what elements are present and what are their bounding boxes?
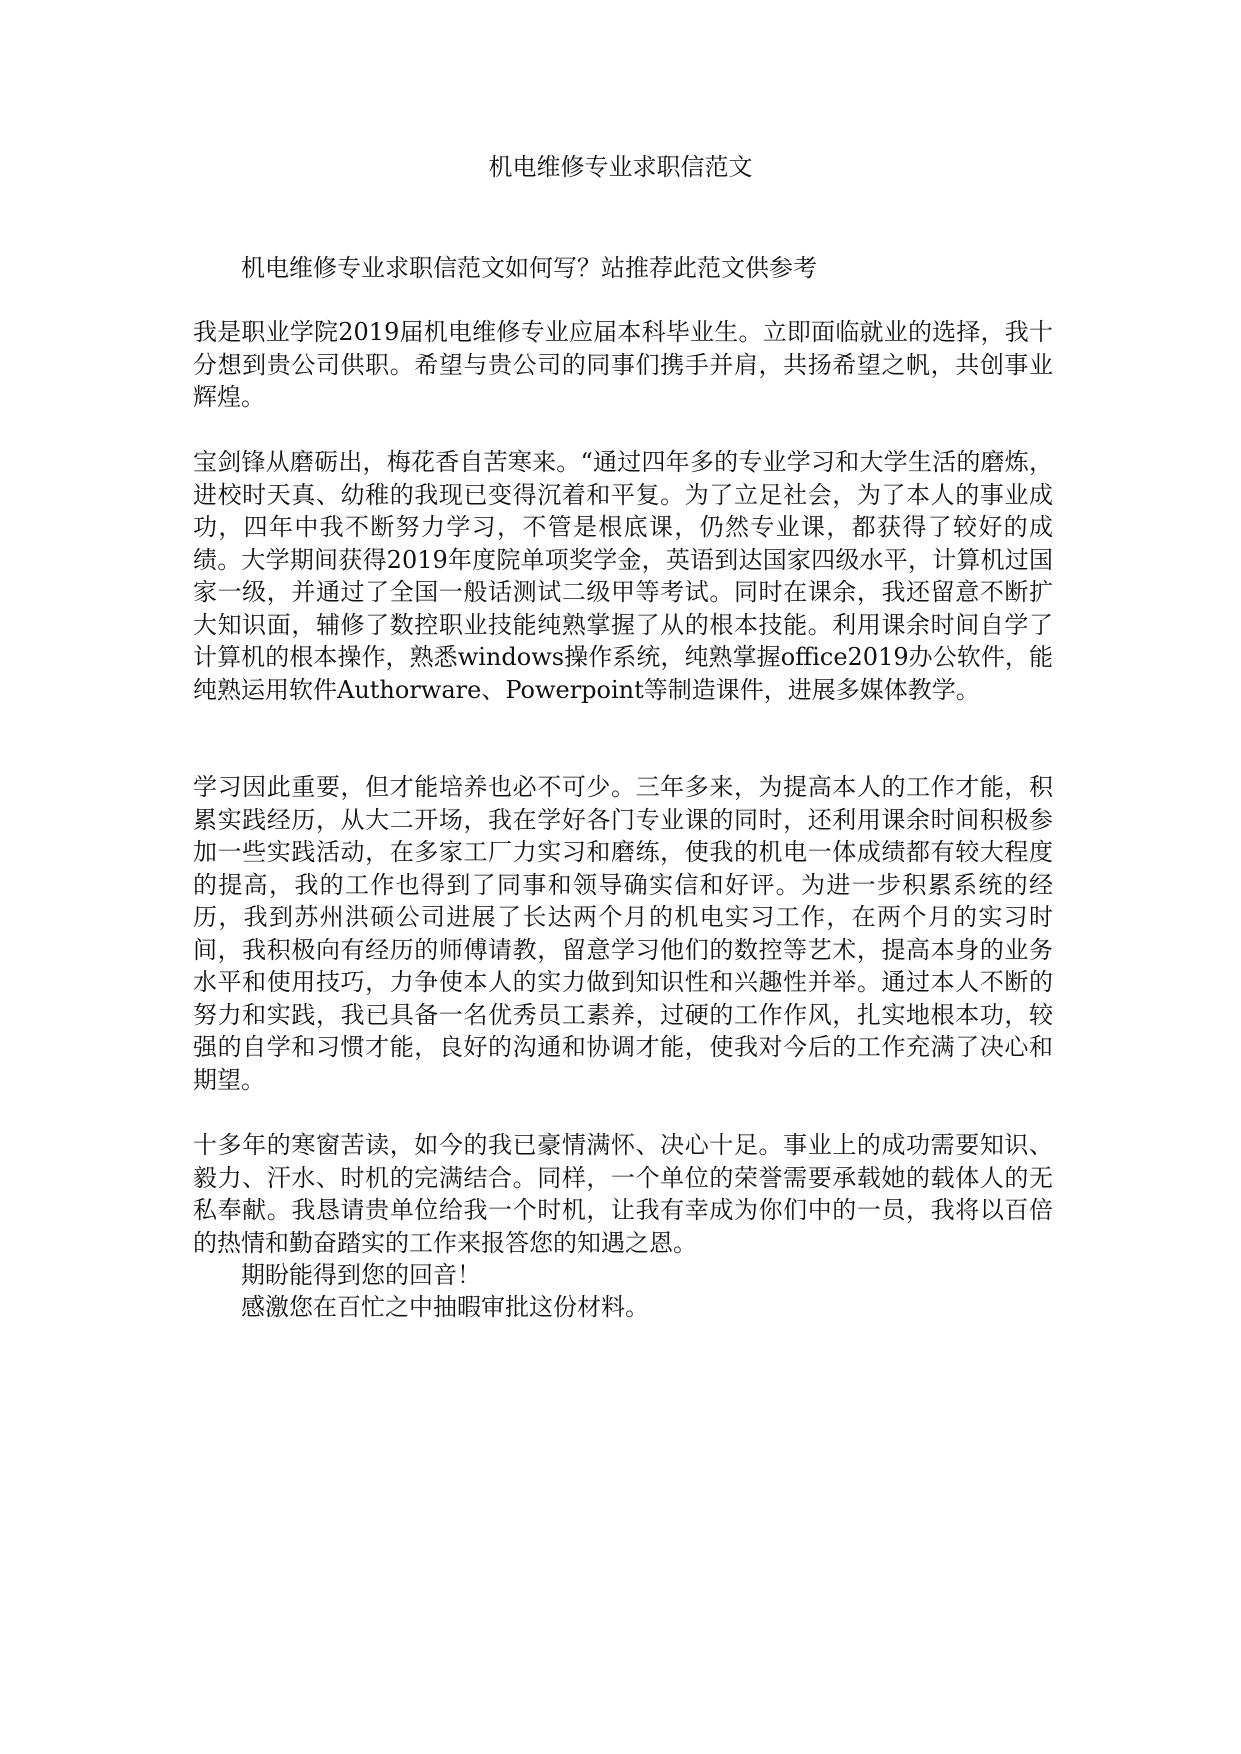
paragraph-introduction: 我是职业学院2019届机电维修专业应届本科毕业生。立即面临就业的选择，我十分想到贵公司供职。希望与贵公司的同事们携手并肩，共扬希望之帆，共创事业辉煌。: [193, 318, 1053, 411]
paragraph-conclusion: 十多年的寒窗苦读，如今的我已豪情满怀、决心十足。事业上的成功需要知识、毅力、汗水、时机的完满结合。同样，一个单位的荣誉需要承载她的载体人的无私奉献。我恳请贵单位给我一个时机，让我有幸成为你们中的一员，我将以百倍的热情和勤奋踏实的工作来报答您的知遇之恩。: [193, 1131, 1053, 1257]
document-title: 机电维修专业求职信范文: [488, 153, 753, 181]
closing-line-reply: 期盼能得到您的回音！: [241, 1261, 481, 1289]
paragraph-education: 宝剑锋从磨砺出，梅花香自苦寒来。“通过四年多的专业学习和大学生活的磨炼，进校时天真、幼稚的我现已变得沉着和平复。为了立足社会，为了本人的事业成功，四年中我不断努力学习，不管是根底课，仍然专业课，都获得了较好的成绩。大学期间获得2019年度院单项奖学金，英语到达国家四级水平，计算机过国家一级，并通过了全国一般话测试二级甲等考试。同时在课余，我还留意不断扩大知识面，辅修了数控职业技能纯熟掌握了从的根本技能。利用课余时间自学了计算机的根本操作，熟悉windows操作系统，纯熟掌握office2019办公软件，能纯熟运用软件Authorware、Powerpoint等制造课件，进展多媒体教学。: [193, 448, 1053, 704]
closing-line-thanks: 感激您在百忙之中抽暇审批这份材料。: [241, 1293, 649, 1321]
document-subtitle: 机电维修专业求职信范文如何写？站推荐此范文供参考: [241, 254, 817, 282]
paragraph-experience: 学习因此重要，但才能培养也必不可少。三年多来，为提高本人的工作才能，积累实践经历，从大二开场，我在学好各门专业课的同时，还利用课余时间积极参加一些实践活动，在多家工厂力实习和磨练，使我的机电一体成绩都有较大程度的提高，我的工作也得到了同事和领导确实信和好评。为进一步积累系统的经历，我到苏州洪硕公司进展了长达两个月的机电实习工作，在两个月的实习时间，我积极向有经历的师傅请教，留意学习他们的数控等艺术，提高本身的业务水平和使用技巧，力争使本人的实力做到知识性和兴趣性并举。通过本人不断的努力和实践，我已具备一名优秀员工素养，过硬的工作作风，扎实地根本功，较强的自学和习惯才能，良好的沟通和协调才能，使我对今后的工作充满了决心和期望。: [193, 773, 1053, 1094]
